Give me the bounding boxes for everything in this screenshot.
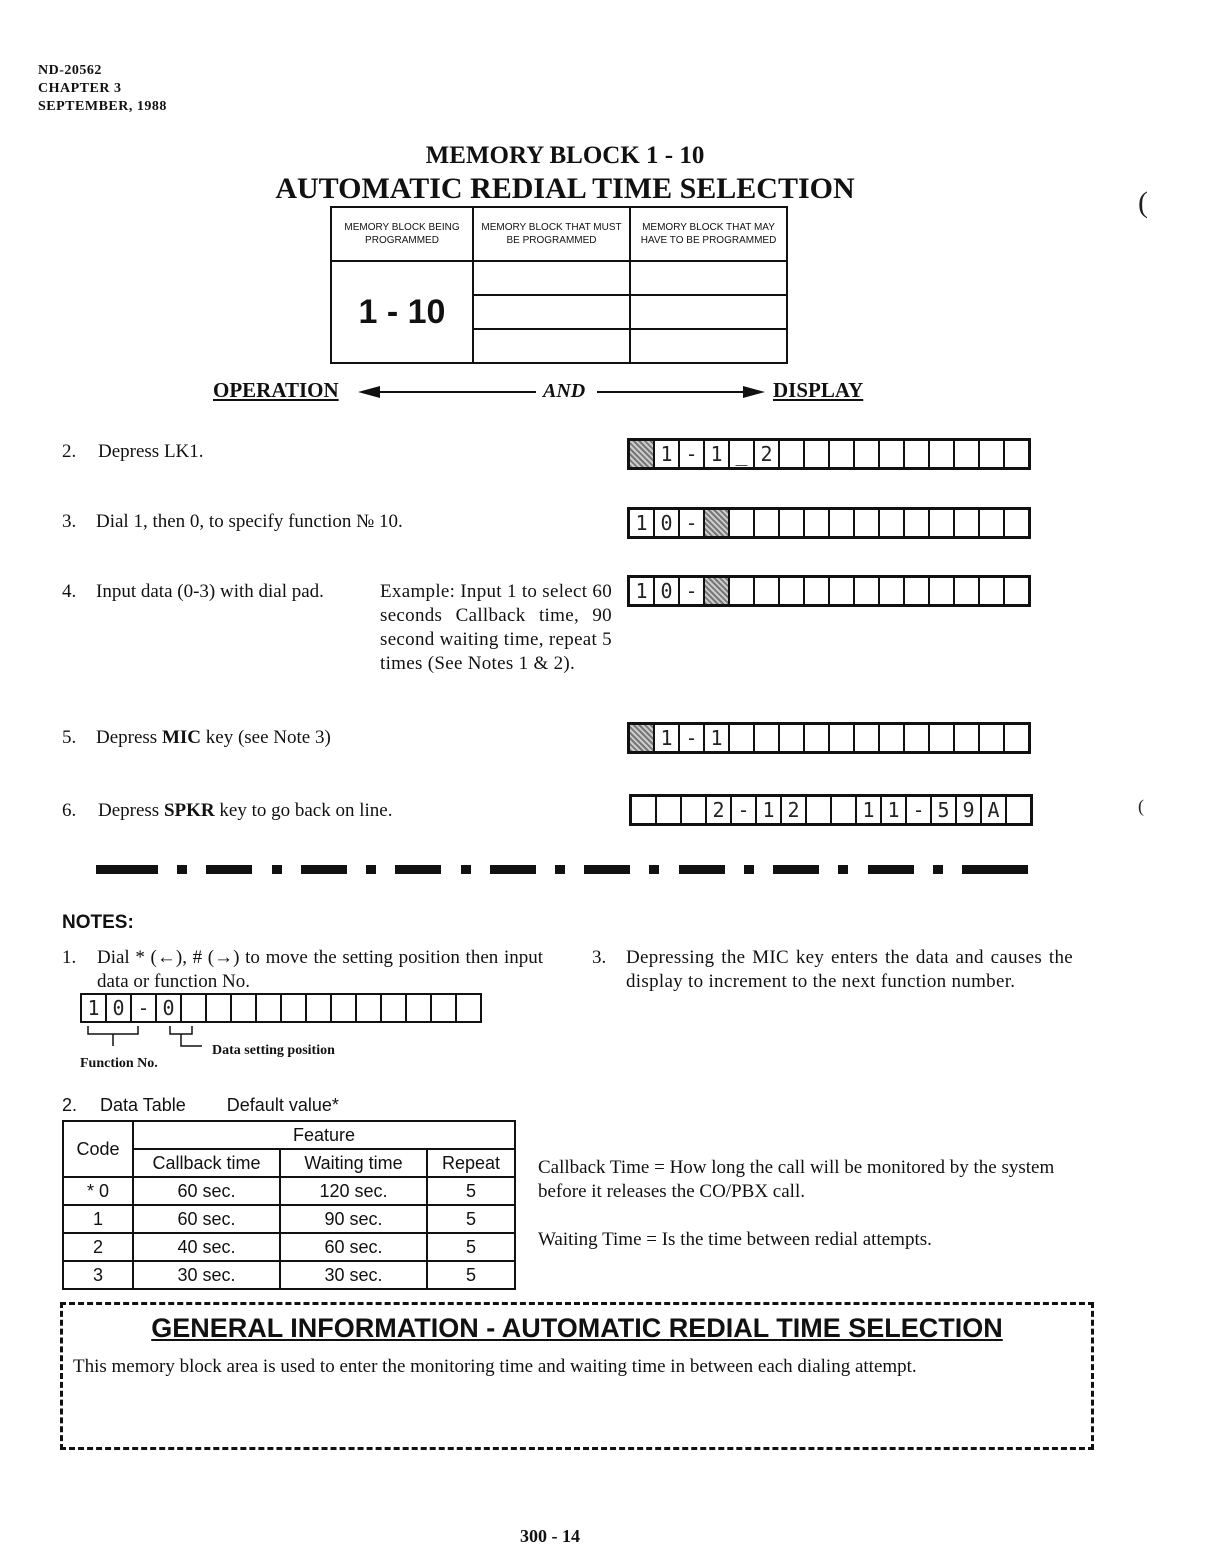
notes-heading: NOTES: bbox=[62, 912, 134, 933]
lcd-cell bbox=[955, 578, 980, 604]
document-header bbox=[38, 62, 167, 116]
lcd-cell bbox=[905, 510, 930, 536]
mb-col-must-be-programmed: MEMORY BLOCK THAT MUST BE PROGRAMMED bbox=[473, 207, 630, 261]
lcd-cell: 1 bbox=[705, 725, 730, 751]
lcd-cell bbox=[807, 797, 832, 823]
lcd-cell: 1 bbox=[705, 441, 730, 467]
note-1-text: Dial * (←), # (→) to move the setting position then input data or function No. bbox=[97, 947, 543, 992]
lcd-cell bbox=[805, 578, 830, 604]
mb-col-being-programmed: MEMORY BLOCK BEING PROGRAMMED bbox=[331, 207, 473, 261]
lcd-cell: _ bbox=[730, 441, 755, 467]
mb-cell bbox=[473, 295, 630, 329]
table-cell: 40 sec. bbox=[133, 1233, 280, 1261]
step-2 bbox=[62, 440, 602, 464]
lcd-cell bbox=[1007, 797, 1030, 823]
page-number: 300 - 14 bbox=[520, 1526, 580, 1546]
mb-cell bbox=[473, 329, 630, 363]
step-number: 6. bbox=[62, 800, 77, 821]
lcd-cell bbox=[682, 797, 707, 823]
note-1-number: 1. bbox=[62, 947, 77, 968]
general-info-title-text: GENERAL INFORMATION - AUTOMATIC REDIAL TIME SELECTION bbox=[151, 1313, 1003, 1343]
lcd-cell bbox=[407, 995, 432, 1021]
step-text: Depress bbox=[98, 800, 164, 821]
lcd-cell: 1 bbox=[757, 797, 782, 823]
lcd-display-step-2 bbox=[627, 438, 1031, 470]
lcd-cell bbox=[805, 441, 830, 467]
lcd-cell bbox=[780, 578, 805, 604]
callback-header: Callback time bbox=[133, 1149, 280, 1177]
feature-header: Feature bbox=[133, 1121, 515, 1149]
lcd-cell bbox=[357, 995, 382, 1021]
lcd-cell bbox=[905, 441, 930, 467]
waiting-definition: Waiting Time = Is the time between redial attempts. bbox=[538, 1229, 932, 1250]
lcd-cell bbox=[730, 578, 755, 604]
page-title: MEMORY BLOCK 1 - 10 bbox=[425, 142, 705, 169]
lcd-cell bbox=[930, 441, 955, 467]
mb-cell bbox=[630, 261, 787, 295]
lcd-cell: - bbox=[680, 510, 705, 536]
mb-cell bbox=[473, 261, 630, 295]
lcd-cell bbox=[830, 578, 855, 604]
lcd-cell bbox=[457, 995, 480, 1021]
lcd-cell bbox=[1005, 578, 1028, 604]
lcd-cell: - bbox=[680, 578, 705, 604]
lcd-cell bbox=[930, 725, 955, 751]
lcd-cell bbox=[432, 995, 457, 1021]
lcd-cell: 5 bbox=[932, 797, 957, 823]
lcd-cell bbox=[830, 441, 855, 467]
lcd-cell bbox=[855, 510, 880, 536]
general-info-title bbox=[63, 1313, 1091, 1344]
margin-mark-top: ( bbox=[1138, 186, 1148, 219]
table-cell: 5 bbox=[427, 1177, 515, 1205]
lcd-cell: 1 bbox=[630, 578, 655, 604]
lcd-cell: 2 bbox=[755, 441, 780, 467]
lcd-cell bbox=[207, 995, 232, 1021]
lcd-cell bbox=[257, 995, 282, 1021]
lcd-cell bbox=[955, 510, 980, 536]
lcd-cell bbox=[855, 441, 880, 467]
step-number: 4. bbox=[62, 581, 77, 602]
lcd-cell bbox=[855, 578, 880, 604]
table-row bbox=[63, 1177, 515, 1205]
note-3-text: Depressing the MIC key enters the data and causes the display to increment to the next function number. bbox=[626, 947, 1073, 992]
lcd-cell bbox=[657, 797, 682, 823]
lcd-cell bbox=[730, 510, 755, 536]
default-value-label: Default value* bbox=[226, 1095, 339, 1115]
doc-id: ND-20562 bbox=[38, 63, 102, 78]
lcd-cell bbox=[755, 510, 780, 536]
table-cell: 5 bbox=[427, 1261, 515, 1289]
lcd-cell bbox=[755, 578, 780, 604]
lcd-display-note-1 bbox=[80, 993, 482, 1023]
table-cell: 5 bbox=[427, 1205, 515, 1233]
memory-block-table bbox=[330, 206, 788, 364]
mb-value: 1 - 10 bbox=[331, 261, 473, 363]
lcd-cell: 0 bbox=[157, 995, 182, 1021]
lcd-cell bbox=[880, 510, 905, 536]
mic-key-label: MIC bbox=[161, 727, 202, 748]
and-label: AND bbox=[543, 380, 586, 402]
lcd-cell: 1 bbox=[857, 797, 882, 823]
lcd-cell bbox=[980, 725, 1005, 751]
lcd-cell bbox=[880, 578, 905, 604]
mb-cell bbox=[630, 295, 787, 329]
lcd-cell bbox=[880, 725, 905, 751]
step-text: key (see Note 3) bbox=[201, 727, 331, 748]
table-row bbox=[63, 1261, 515, 1289]
lcd-cell bbox=[630, 441, 655, 467]
function-no-label: Function No. bbox=[80, 1056, 158, 1071]
table-row bbox=[63, 1205, 515, 1233]
section-divider bbox=[96, 862, 1028, 876]
display-label: DISPLAY bbox=[773, 378, 864, 402]
margin-mark-bottom: ( bbox=[1138, 796, 1144, 816]
step-4-example: Example: Input 1 to select 60 seconds Callback time, 90 second waiting time, repeat 5 times (See Notes 1 & 2). bbox=[380, 581, 612, 674]
lcd-display-step-6 bbox=[629, 794, 1033, 826]
lcd-cell: 0 bbox=[655, 578, 680, 604]
callback-definition: Callback Time = How long the call will be monitored by the system before it releases the CO/PBX call. bbox=[538, 1157, 1055, 1202]
lcd-cell: A bbox=[982, 797, 1007, 823]
step-text: Input data (0-3) with dial pad. bbox=[96, 581, 324, 602]
data-table-title: Data Table bbox=[100, 1095, 186, 1115]
lcd-cell bbox=[232, 995, 257, 1021]
table-cell: 3 bbox=[63, 1261, 133, 1289]
step-6 bbox=[62, 799, 602, 823]
lcd-cell: 1 bbox=[882, 797, 907, 823]
lcd-cell: - bbox=[132, 995, 157, 1021]
lcd-cell bbox=[307, 995, 332, 1021]
lcd-cell bbox=[1005, 725, 1028, 751]
lcd-cell bbox=[905, 725, 930, 751]
lcd-cell bbox=[880, 441, 905, 467]
lcd-cell bbox=[955, 441, 980, 467]
lcd-cell bbox=[1005, 441, 1028, 467]
lcd-cell: 9 bbox=[957, 797, 982, 823]
step-number: 5. bbox=[62, 727, 77, 748]
spkr-key-label: SPKR bbox=[163, 800, 215, 821]
table-cell: 1 bbox=[63, 1205, 133, 1233]
table-cell: 30 sec. bbox=[280, 1261, 427, 1289]
lcd-cell: 1 bbox=[655, 441, 680, 467]
table-cell: 90 sec. bbox=[280, 1205, 427, 1233]
lcd-cell: 2 bbox=[782, 797, 807, 823]
step-number: 3. bbox=[62, 511, 77, 532]
right-arrow-icon bbox=[597, 384, 767, 400]
lcd-display-step-3 bbox=[627, 507, 1031, 539]
lcd-cell bbox=[282, 995, 307, 1021]
data-table bbox=[62, 1120, 516, 1290]
table-cell: 30 sec. bbox=[133, 1261, 280, 1289]
page-subtitle: AUTOMATIC REDIAL TIME SELECTION bbox=[275, 172, 855, 205]
step-text: Depress LK1. bbox=[98, 441, 204, 462]
operation-label: OPERATION bbox=[213, 378, 339, 402]
step-text: Dial 1, then 0, to specify function № 10. bbox=[96, 511, 403, 532]
lcd-cell bbox=[755, 725, 780, 751]
lcd-cell bbox=[705, 578, 730, 604]
lcd-cell bbox=[830, 510, 855, 536]
lcd-cell bbox=[805, 510, 830, 536]
mb-cell bbox=[630, 329, 787, 363]
mb-col-may-be-programmed: MEMORY BLOCK THAT MAY HAVE TO BE PROGRAMMED bbox=[630, 207, 787, 261]
lcd-cell bbox=[382, 995, 407, 1021]
lcd-cell bbox=[832, 797, 857, 823]
lcd-cell: 1 bbox=[630, 510, 655, 536]
lcd-cell bbox=[630, 725, 655, 751]
lcd-cell: 1 bbox=[655, 725, 680, 751]
lcd-cell: - bbox=[907, 797, 932, 823]
table-cell: 60 sec. bbox=[133, 1177, 280, 1205]
lcd-cell bbox=[980, 441, 1005, 467]
table-cell: 5 bbox=[427, 1233, 515, 1261]
step-5 bbox=[62, 726, 602, 750]
lcd-cell bbox=[855, 725, 880, 751]
lcd-cell: - bbox=[732, 797, 757, 823]
step-text: key to go back on line. bbox=[214, 800, 393, 821]
lcd-cell: - bbox=[680, 725, 705, 751]
table-cell: 120 sec. bbox=[280, 1177, 427, 1205]
note-2-number: 2. bbox=[62, 1095, 78, 1115]
lcd-cell bbox=[955, 725, 980, 751]
step-number: 2. bbox=[62, 441, 77, 462]
table-cell: * 0 bbox=[63, 1177, 133, 1205]
lcd-cell bbox=[1005, 510, 1028, 536]
table-row bbox=[63, 1233, 515, 1261]
step-4 bbox=[62, 580, 382, 604]
general-info-body: This memory block area is used to enter the monitoring time and waiting time in between each dialing attempt. bbox=[73, 1356, 917, 1377]
lcd-cell: - bbox=[680, 441, 705, 467]
general-info-box bbox=[60, 1302, 1094, 1450]
code-header: Code bbox=[63, 1121, 133, 1177]
lcd-cell bbox=[730, 725, 755, 751]
lcd-cell bbox=[930, 578, 955, 604]
table-cell: 2 bbox=[63, 1233, 133, 1261]
lcd-cell bbox=[332, 995, 357, 1021]
waiting-header: Waiting time bbox=[280, 1149, 427, 1177]
table-cell: 60 sec. bbox=[133, 1205, 280, 1233]
note-3-number: 3. bbox=[592, 947, 607, 968]
lcd-cell bbox=[980, 578, 1005, 604]
lcd-cell bbox=[905, 578, 930, 604]
lcd-cell bbox=[780, 441, 805, 467]
lcd-cell bbox=[780, 725, 805, 751]
date: SEPTEMBER, 1988 bbox=[38, 99, 167, 114]
step-text: Depress bbox=[96, 727, 162, 748]
chapter: CHAPTER 3 bbox=[38, 81, 122, 96]
lcd-cell bbox=[780, 510, 805, 536]
lcd-cell: 0 bbox=[107, 995, 132, 1021]
lcd-cell bbox=[930, 510, 955, 536]
step-3 bbox=[62, 510, 602, 534]
repeat-header: Repeat bbox=[427, 1149, 515, 1177]
data-table-label bbox=[62, 1095, 339, 1116]
lcd-cell: 0 bbox=[655, 510, 680, 536]
bracket-icon bbox=[84, 1024, 204, 1050]
lcd-cell: 2 bbox=[707, 797, 732, 823]
lcd-cell: 1 bbox=[82, 995, 107, 1021]
lcd-display-step-5 bbox=[627, 722, 1031, 754]
lcd-cell bbox=[830, 725, 855, 751]
lcd-cell bbox=[632, 797, 657, 823]
lcd-cell bbox=[805, 725, 830, 751]
table-cell: 60 sec. bbox=[280, 1233, 427, 1261]
data-setting-position-label: Data setting position bbox=[212, 1043, 335, 1058]
lcd-cell bbox=[980, 510, 1005, 536]
lcd-cell bbox=[182, 995, 207, 1021]
lcd-cell bbox=[705, 510, 730, 536]
lcd-display-step-4 bbox=[627, 575, 1031, 607]
left-arrow-icon bbox=[358, 384, 538, 400]
